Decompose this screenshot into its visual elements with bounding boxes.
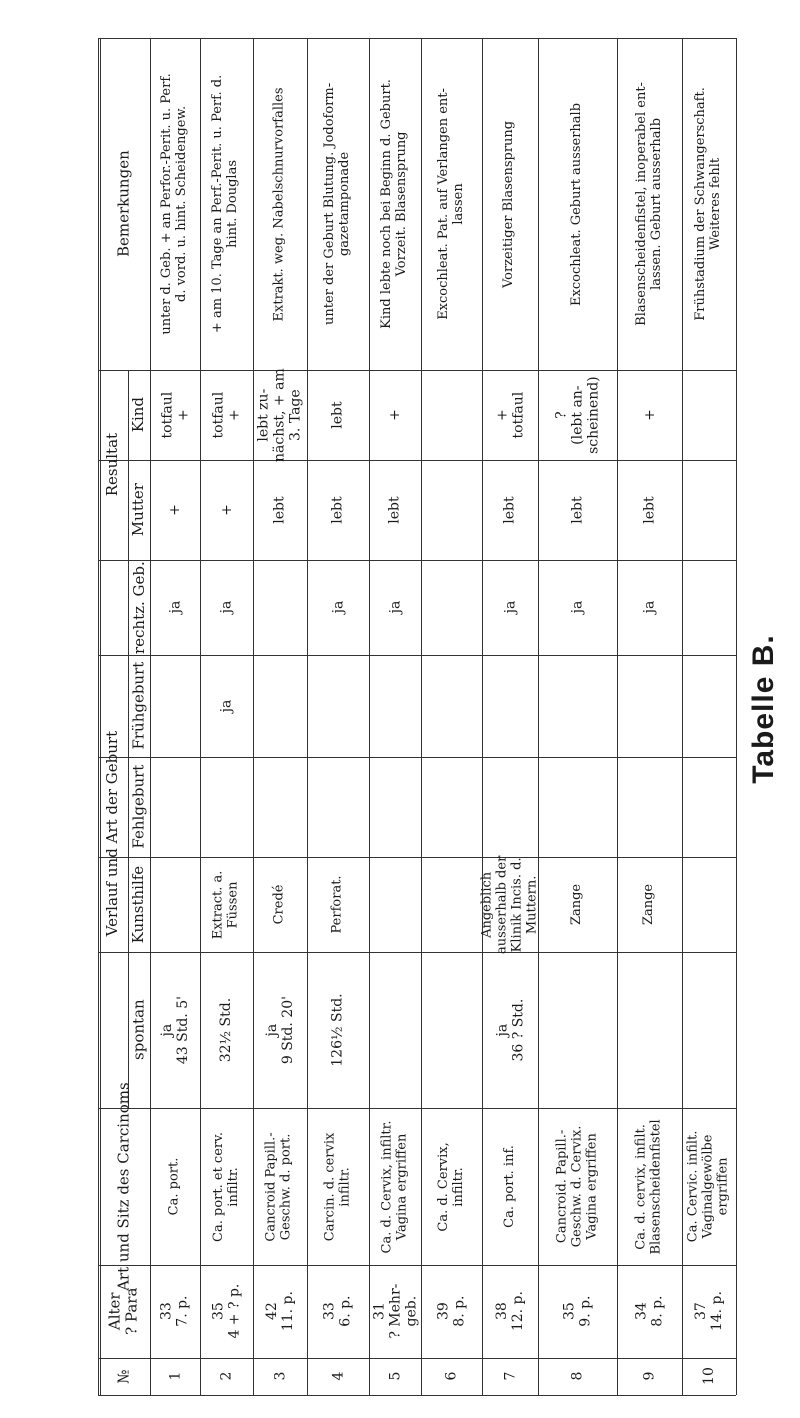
cell-spontan-3-text: ja 9 Std. 20' (263, 995, 297, 1065)
cell-rechtz-5-text: ja (386, 601, 403, 614)
cell-kunsthilfe-4-text: Perforat. (329, 875, 345, 934)
cell-bemerkungen-10 (682, 38, 736, 370)
cell-kind-3 (253, 370, 307, 460)
rule-line (98, 757, 736, 758)
cell-rechtz-2 (200, 560, 253, 655)
cell-bemerkungen-4 (307, 38, 369, 370)
header-rechtz-text: rechtz. Geb. (129, 561, 148, 654)
header-verlauf-text: Verlauf und Art der Geburt (103, 731, 122, 937)
header-nr (98, 1358, 150, 1395)
cell-nr-2 (200, 1358, 253, 1395)
cell-nr-9-text: 9 (641, 1372, 658, 1381)
cell-kind-5-text: + (386, 409, 403, 421)
cell-kunsthilfe-9-text: Zange (641, 883, 657, 926)
header-resultat (98, 370, 128, 560)
cell-alter-7 (482, 1265, 538, 1358)
cell-kunsthilfe-2 (200, 857, 253, 952)
cell-alter-5 (369, 1265, 421, 1358)
header-alter-text: Alter ? Para (105, 1287, 141, 1336)
cell-bemerkungen-2-text: + am 10. Tage an Perf.-Perit. u. Perf. d. hint. Douglas (210, 74, 241, 334)
cell-sitz-9 (617, 1108, 682, 1265)
cell-fruehgeburt-2 (200, 655, 253, 757)
cell-spontan-7 (482, 952, 538, 1108)
cell-kunsthilfe-8-text: Zange (569, 883, 585, 926)
cell-bemerkungen-3-text: Extrakt. weg. Nabelschnurvorfalles (271, 87, 287, 321)
cell-alter-5-text: 31 ? Mehr- geb. (370, 1283, 420, 1340)
cell-kind-1-text: totfaul + (158, 391, 191, 439)
cell-kind-4-text: lebt (329, 401, 346, 429)
cell-kunsthilfe-8 (538, 857, 617, 952)
cell-rechtz-7 (482, 560, 538, 655)
cell-bemerkungen-6 (421, 38, 482, 370)
cell-bemerkungen-1-text: unter d. Geb. + an Perfor.-Perit. u. Perf. d. vord. u. hint. Scheidengew. (159, 73, 189, 335)
cell-bemerkungen-10-text: Frühstadium der Schwangerschaft. Weiteres fehlt (693, 87, 723, 321)
cell-alter-8 (538, 1265, 617, 1358)
cell-spontan-2-text: 32½ Std. (218, 997, 235, 1063)
cell-nr-7-text: 7 (501, 1372, 518, 1381)
cell-nr-6-text: 6 (443, 1372, 460, 1381)
header-fehlgeburt-text: Fehlgeburt (129, 765, 148, 849)
cell-rechtz-4-text: ja (329, 601, 346, 614)
cell-spontan-1-text: ja 43 Std. 5' (158, 995, 192, 1065)
cell-alter-3 (253, 1265, 307, 1358)
cell-spontan-4-text: 126½ Std. (329, 993, 346, 1067)
cell-mutter-5-text: lebt (386, 496, 403, 524)
cell-mutter-4 (307, 460, 369, 560)
header-bemerkungen-text: Bemerkungen (114, 150, 133, 258)
cell-sitz-10 (682, 1108, 736, 1265)
cell-kind-5 (369, 370, 421, 460)
cell-alter-2-text: 35 4 + ? p. (210, 1284, 243, 1339)
cell-bemerkungen-7-text: Vorzeitiger Blasensprung (501, 120, 517, 288)
cell-spontan-7-text: ja 36 ? Std. (493, 998, 527, 1062)
cell-alter-2 (200, 1265, 253, 1358)
header-mutter (128, 460, 150, 560)
cell-nr-7 (482, 1358, 538, 1395)
cell-sitz-7 (482, 1108, 538, 1265)
cell-rechtz-9 (617, 560, 682, 655)
cell-rechtz-2-text: ja (218, 601, 235, 614)
header-sitz (98, 1082, 150, 1291)
cell-sitz-3-text: Cancroid Papill.- Geschw. d. port. (264, 1131, 294, 1242)
cell-sitz-4-text: Carcin. d. cervix infiltr. (322, 1132, 353, 1241)
cell-bemerkungen-4-text: unter der Geburt Blutung. Jodoform- gazetamponade (322, 82, 352, 326)
cell-alter-4-text: 33 6. p. (321, 1295, 354, 1328)
cell-kunsthilfe-4 (307, 857, 369, 952)
cell-mutter-7 (482, 460, 538, 560)
cell-sitz-10-text: Ca. Cervic. infilt. Vaginalgewölbe ergriffen (685, 1130, 731, 1243)
cell-alter-1-text: 33 7. p. (158, 1295, 191, 1328)
cell-alter-4 (307, 1265, 369, 1358)
cell-rechtz-7-text: ja (501, 601, 518, 614)
cell-bemerkungen-5 (369, 38, 421, 370)
cell-sitz-6-text: Ca. d. Cervix, infiltr. (435, 1141, 466, 1232)
header-nr-text: № (114, 1369, 133, 1384)
cell-mutter-9-text: lebt (641, 496, 658, 524)
cell-bemerkungen-7 (482, 38, 538, 370)
cell-kind-8 (538, 370, 617, 460)
cell-fruehgeburt-2-text: ja (218, 699, 235, 713)
cell-rechtz-9-text: ja (641, 601, 658, 614)
cell-sitz-3 (253, 1108, 307, 1265)
cell-alter-10 (682, 1265, 736, 1358)
header-spontan-text: spontan (129, 999, 148, 1061)
cell-sitz-2-text: Ca. port. et cerv. infiltr. (210, 1131, 241, 1242)
rule-line (736, 38, 737, 1395)
cell-kunsthilfe-2-text: Extract. a. Füssen (210, 870, 241, 939)
cell-spontan-2 (200, 952, 253, 1108)
cell-sitz-9-text: Ca. d. cervix, infilt. Blasenscheidenfistel (633, 1118, 664, 1255)
cell-bemerkungen-6-text: Excochleat. Pat. auf Verlangen ent- lassen (435, 88, 466, 320)
cell-nr-1 (150, 1358, 200, 1395)
cell-spontan-3 (253, 952, 307, 1108)
cell-alter-9-text: 34 8. p. (633, 1295, 666, 1328)
cell-sitz-1 (150, 1108, 200, 1265)
cell-bemerkungen-9 (617, 38, 682, 370)
cell-sitz-5 (369, 1108, 421, 1265)
header-mutter-text: Mutter (129, 483, 148, 537)
header-resultat-text: Resultat (103, 433, 122, 497)
cell-mutter-3-text: lebt (271, 496, 288, 524)
cell-nr-4-text: 4 (329, 1372, 346, 1381)
header-fruehgeburt-text: Frühgeburt (129, 662, 148, 750)
cell-rechtz-8 (538, 560, 617, 655)
cell-alter-7-text: 38 12. p. (493, 1291, 526, 1332)
cell-spontan-4 (307, 952, 369, 1108)
cell-bemerkungen-1 (150, 38, 200, 370)
cell-kunsthilfe-3-text: Credé (271, 884, 287, 925)
header-fruehgeburt (128, 655, 150, 757)
cell-mutter-2-text: + (218, 504, 235, 516)
cell-kunsthilfe-3 (253, 857, 307, 952)
cell-alter-3-text: 42 11. p. (263, 1291, 296, 1332)
cell-mutter-3 (253, 460, 307, 560)
cell-nr-5 (369, 1358, 421, 1395)
header-kunsthilfe-text: Kunsthilfe (129, 865, 148, 944)
cell-kind-8-text: ? (lebt an- scheinend) (553, 376, 602, 454)
cell-kind-3-text: lebt zu- nächst, + am 3. Tage (255, 368, 305, 462)
cell-rechtz-5 (369, 560, 421, 655)
cell-mutter-4-text: lebt (329, 496, 346, 524)
cell-alter-1 (150, 1265, 200, 1358)
cell-sitz-5-text: Ca. d. Cervix, infiltr. Vagina ergriffen (379, 1119, 410, 1254)
table-title-text: Tabelle B. (747, 634, 780, 784)
cell-alter-8-text: 35 9. p. (561, 1295, 594, 1328)
cell-mutter-5 (369, 460, 421, 560)
header-verlauf (98, 560, 128, 1108)
cell-nr-10-text: 10 (700, 1367, 717, 1386)
cell-sitz-8 (538, 1108, 617, 1265)
cell-mutter-8-text: lebt (569, 496, 586, 524)
cell-kind-4 (307, 370, 369, 460)
rule-line (98, 1395, 736, 1396)
cell-nr-4 (307, 1358, 369, 1395)
cell-rechtz-1-text: ja (166, 601, 183, 614)
header-bemerkungen (98, 38, 150, 370)
header-alter (98, 1265, 150, 1358)
cell-kind-7-text: + totfaul (493, 391, 526, 439)
cell-kunsthilfe-7 (479, 855, 539, 954)
cell-nr-9 (617, 1358, 682, 1395)
header-kunsthilfe (128, 857, 150, 952)
cell-alter-10-text: 37 14. p. (692, 1291, 725, 1332)
cell-mutter-2 (200, 460, 253, 560)
cell-bemerkungen-2 (200, 38, 253, 370)
header-sitz-text: Art und Sitz des Carcinoms (114, 1082, 133, 1291)
cell-kunsthilfe-9 (617, 857, 682, 952)
cell-nr-6 (421, 1358, 482, 1395)
cell-bemerkungen-8-text: Excochleat. Geburt ausserhalb (569, 102, 585, 306)
cell-nr-5-text: 5 (386, 1372, 403, 1381)
cell-mutter-1-text: + (166, 504, 183, 516)
cell-nr-3 (253, 1358, 307, 1395)
cell-nr-8 (538, 1358, 617, 1395)
cell-mutter-8 (538, 460, 617, 560)
cell-nr-1-text: 1 (166, 1372, 183, 1381)
cell-alter-6 (421, 1265, 482, 1358)
cell-mutter-7-text: lebt (501, 496, 518, 524)
cell-kind-2-text: totfaul + (210, 391, 243, 439)
cell-alter-6-text: 39 8. p. (435, 1295, 468, 1328)
cell-rechtz-8-text: ja (569, 601, 586, 614)
header-kind (128, 370, 150, 460)
cell-sitz-4 (307, 1108, 369, 1265)
cell-mutter-1 (150, 460, 200, 560)
cell-bemerkungen-8 (538, 38, 617, 370)
cell-bemerkungen-5-text: Kind lebte noch bei Beginn d. Geburt. Vorzeit. Blasensprung (379, 79, 409, 329)
cell-nr-3-text: 3 (271, 1372, 288, 1381)
header-kind-text: Kind (129, 397, 148, 433)
cell-mutter-9 (617, 460, 682, 560)
cell-sitz-6 (421, 1108, 482, 1265)
cell-nr-2-text: 2 (218, 1372, 235, 1381)
cell-sitz-8-text: Cancroid. Papill.- Geschw. d. Cervix. Vagina ergriffen (554, 1125, 599, 1248)
cell-kunsthilfe-7-text: Angeblich ausserhalb der Klinik Incis. d. Muttern. (479, 855, 539, 954)
cell-kind-7 (482, 370, 538, 460)
cell-alter-9 (617, 1265, 682, 1358)
rule-line (98, 655, 736, 656)
cell-sitz-1-text: Ca. port. (166, 1157, 182, 1216)
cell-spontan-1 (150, 952, 200, 1108)
header-rechtz (128, 560, 150, 655)
cell-kind-9-text: + (641, 409, 658, 421)
cell-nr-8-text: 8 (569, 1372, 586, 1381)
cell-nr-10 (682, 1358, 736, 1395)
cell-bemerkungen-3 (253, 38, 307, 370)
cell-sitz-7-text: Ca. port. inf. (501, 1145, 517, 1228)
header-fehlgeburt (128, 757, 150, 857)
cell-bemerkungen-9-text: Blasenscheidenfistel, inoperabel ent- lassen. Geburt ausserhalb (633, 82, 664, 326)
cell-kind-9 (617, 370, 682, 460)
cell-rechtz-4 (307, 560, 369, 655)
cell-kind-1 (150, 370, 200, 460)
cell-rechtz-1 (150, 560, 200, 655)
cell-kind-2 (200, 370, 253, 460)
cell-sitz-2 (200, 1108, 253, 1265)
